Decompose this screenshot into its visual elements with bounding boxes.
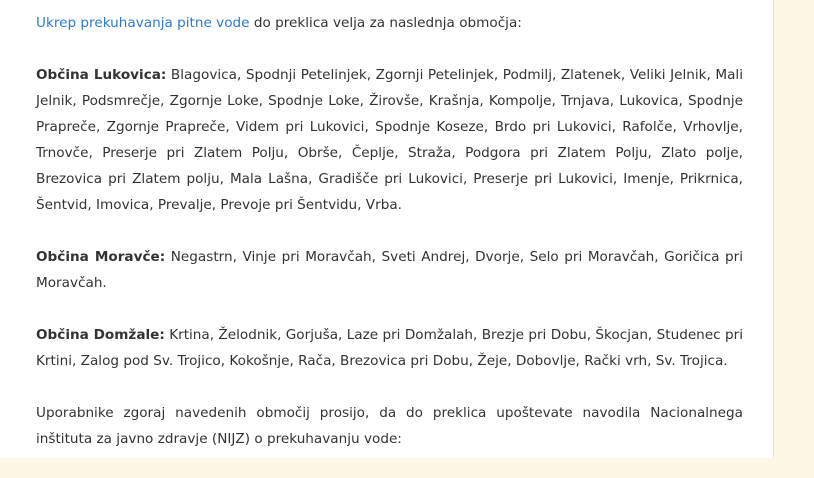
municipality-paragraph-moravce	[36, 244, 743, 296]
municipality-name: Občina Lukovica:	[36, 67, 167, 83]
municipality-places: Blagovica, Spodnji Petelinjek, Zgornji Petelinjek, Podmilj, Zlatenek, Veliki Jelnik, Mali Jelnik, Podsmrečje, Zgornje Loke, Spodnje Loke, Žirovše, Krašnja, Kompolje, Trnjava, Lukovica, Spodnje Prapreče, Zgornje Prapreče, Videm pri Lukovici, Spodnje Koseze, Brdo pri Lukovici, Rafolče, Vrhovlje, Trnovče, Preserje pri Zlatem Polju, Obrše, Čeplje, Straža, Podgora pri Zlatem Polju, Zlato polje, Brezovica pri Zlatem polju, Mala Lašna, Gradišče pri Lukovici, Preserje pri Lukovici, Imenje, Prikrnica, Šentvid, Imovica, Prevalje, Prevoje pri Šentvidu, Vrba.	[36, 67, 743, 213]
municipality-places: Krtina, Želodnik, Gorjuša, Laze pri Domžalah, Brezje pri Dobu, Škocjan, Studenec pri Krtini, Zalog pod Sv. Trojico, Kokošnje, Rača, Brezovica pri Dobu, Žeje, Dobovlje, Rački vrh, Sv. Trojica.	[36, 327, 743, 369]
municipality-paragraph-domzale	[36, 322, 743, 374]
closing-paragraph: Uporabnike zgoraj navedenih območij prosijo, da do preklica upoštevate navodila Nacionalnega inštituta za javno zdravje (NIJZ) o prekuhavanju vode:	[36, 405, 743, 447]
municipality-paragraph-lukovica	[36, 62, 743, 218]
boil-water-measure-link[interactable]: Ukrep prekuhavanja pitne vode	[36, 15, 250, 31]
municipality-name: Občina Domžale:	[36, 327, 165, 343]
article-content	[36, 10, 743, 478]
municipality-places: Negastrn, Vinje pri Moravčah, Sveti Andrej, Dvorje, Selo pri Moravčah, Goričica pri Moravčah.	[36, 249, 744, 291]
municipality-name: Občina Moravče:	[36, 249, 166, 265]
intro-text: do preklica velja za naslednja območja:	[249, 15, 522, 31]
intro-paragraph	[36, 10, 743, 36]
